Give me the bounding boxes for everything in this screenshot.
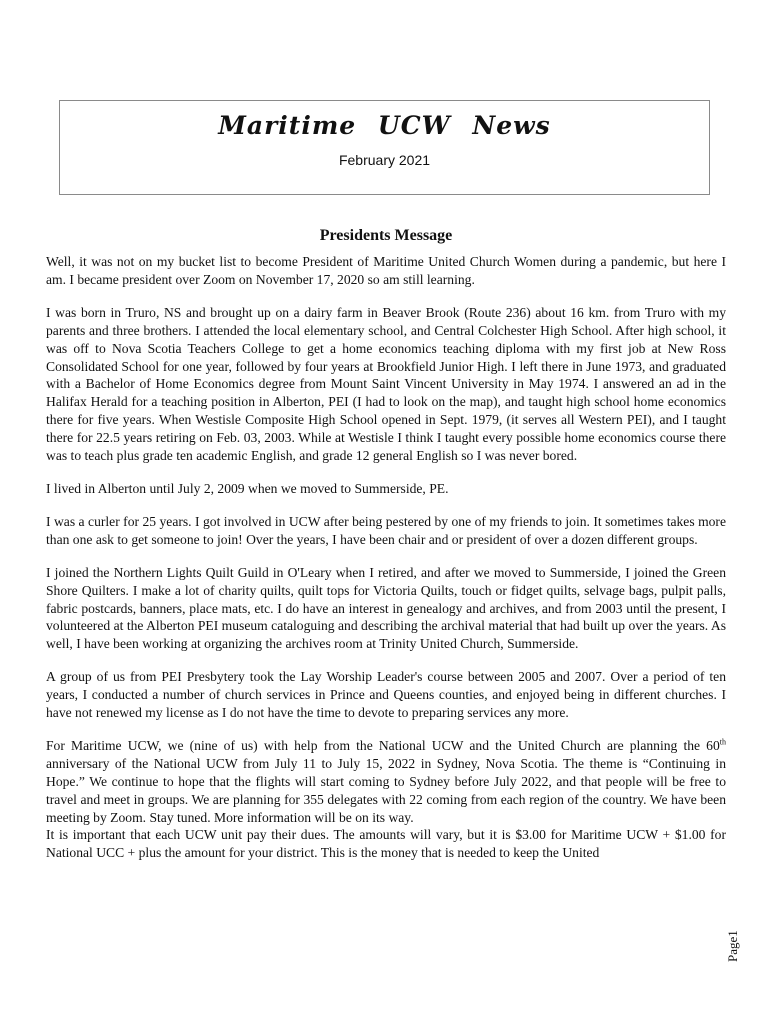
paragraph-worship: A group of us from PEI Presbytery took the Lay Worship Leader's course between 2005 and 2007. Over a period of ten years, I conducted a number of church services in Prince and Queens counties, and enjoyed being in different churches. I have not renewed my license as I do not have the time to devote to preparing services any more.	[46, 669, 726, 721]
paragraph-anniversary	[46, 737, 726, 862]
paragraph-intro: Well, it was not on my bucket list to become President of Maritime United Church Women during a pandemic, but here I am. I became president over Zoom on November 17, 2020 so am still learning.	[46, 254, 726, 287]
paragraph-curling: I was a curler for 25 years. I got involved in UCW after being pestered by one of my friends to join. It sometimes takes more than one ask to get someone to join! Over the years, I have been chair and or president of over a dozen different groups.	[46, 513, 726, 547]
anniversary-text-start: For Maritime UCW, we (nine of us) with help from the National UCW and the United Church are planning the 60	[46, 737, 720, 753]
paragraph-quilting: I joined the Northern Lights Quilt Guild in O'Leary when I retired, and after we moved to Summerside, I joined the Green Shore Quilters. I make a lot of charity quilts, quilt tops for Victoria Quilts, touch or fidget quilts, selvage bags, pulpit palls, fabric postcards, banners, place mats, etc. I do have an interest in genealogy and archives, and from 2003 until the present, I volunteered at the Alberton PEI museum cataloguing and describing the archival material that had built up over the years. As well, I have been working at organizing the archives room at Trinity United Church, Summerside.	[46, 564, 726, 652]
issue-date: February 2021	[338, 152, 431, 168]
dues-text: It is important that each UCW unit pay their dues. The amounts will vary, but it is $3.00 for Maritime UCW + $1.00 for National UCC + plus the amount for your district. This is the money that is needed to keep the United	[46, 827, 726, 861]
masthead-box	[59, 100, 710, 195]
article-body	[46, 225, 726, 862]
anniversary-text-end: anniversary of the National UCW from July 11 to July 15, 2022 in Sydney, Nova Scotia. The theme is “Continuing in Hope.” We continue to hope that the flights will start coming to Sydney before July 2022, and that people will be free to travel and meet in groups. We are planning for 355 delegates with 22 coming from each region of the country. We have been meeting by Zoom. Stay tuned. More information will be on its way.	[46, 755, 726, 825]
section-heading: Presidents Message	[319, 227, 453, 244]
paragraph-background: I was born in Truro, NS and brought up on a dairy farm in Beaver Brook (Route 236) about 16 km. from Truro with my parents and three brothers. I attended the local elementary school, and Central Colchester High School. After high school, it was off to Nova Scotia Teachers College to get a home economics teaching diploma with my first job at New Ross Consolidated School for one year, followed by four years at Brookfield Junior High. I left there in June 1973, and graduated with a Bachelor of Home Economics degree from Mount Saint Vincent University in May 1974. I answered an ad in the Halifax Herald for a teaching position in Alberton, PEI (I had to look on the map), and taught high school home economics there for five years. When Westisle Composite High School opened in Sept. 1979, (it serves all Western PEI), and I taught there for 22.5 years retiring on Feb. 03, 2003. While at Westisle I think I taught every possible home economics course there was to teach plus grade ten academic English, and grade 12 general English so I was never bored.	[46, 304, 726, 464]
newsletter-title: Maritime UCW News	[218, 111, 551, 140]
page-number: Page1	[725, 930, 740, 962]
paragraph-alberton: I lived in Alberton until July 2, 2009 when we moved to Summerside, PE.	[46, 480, 449, 496]
ordinal-suffix: th	[719, 737, 726, 747]
